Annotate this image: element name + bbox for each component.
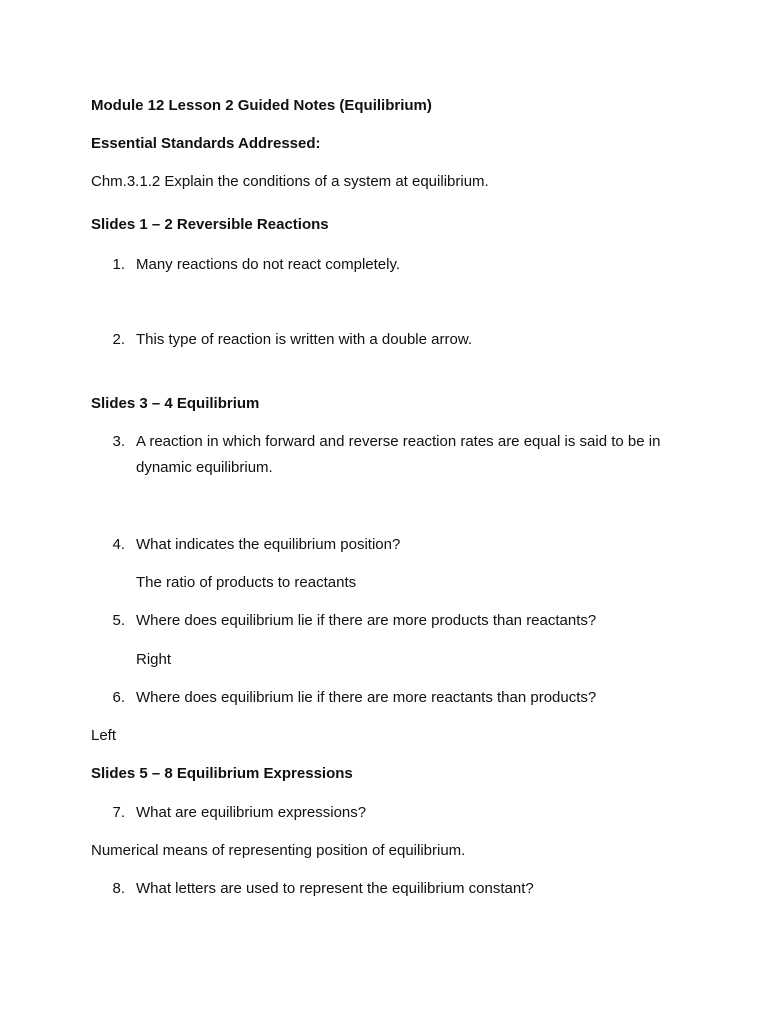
item-number-2: 2. xyxy=(112,331,125,348)
item-text-4: What indicates the equilibrium position? xyxy=(136,536,401,553)
item-text-1: Many reactions do not react completely. xyxy=(136,256,401,273)
document-title: Module 12 Lesson 2 Guided Notes (Equilibrium) xyxy=(91,97,432,114)
item-number-4: 4. xyxy=(112,536,125,553)
item-number-8: 8. xyxy=(112,880,125,897)
answer-4: The ratio of products to reactants xyxy=(136,574,357,591)
item-text-3: A reaction in which forward and reverse reaction rates are equal is said to be in dynamic equilibrium. xyxy=(136,433,661,476)
item-number-6: 6. xyxy=(112,689,125,706)
section-heading-equilibrium: Slides 3 – 4 Equilibrium xyxy=(91,395,260,412)
item-number-1: 1. xyxy=(112,256,125,273)
standard-text: Chm.3.1.2 Explain the conditions of a system at equilibrium. xyxy=(91,173,489,190)
item-text-8: What letters are used to represent the equilibrium constant? xyxy=(136,880,534,897)
item-text-6: Where does equilibrium lie if there are more reactants than products? xyxy=(136,689,597,706)
section-heading-equilibrium-expressions: Slides 5 – 8 Equilibrium Expressions xyxy=(91,765,353,782)
answer-5: Right xyxy=(136,651,172,668)
item-number-5: 5. xyxy=(112,612,125,629)
item-text-7: What are equilibrium expressions? xyxy=(136,804,367,821)
item-number-3: 3. xyxy=(112,433,125,450)
standards-heading: Essential Standards Addressed: xyxy=(91,135,321,152)
answer-6: Left xyxy=(91,727,117,744)
item-text-2: This type of reaction is written with a double arrow. xyxy=(136,331,472,348)
section-heading-reversible-reactions: Slides 1 – 2 Reversible Reactions xyxy=(91,216,329,233)
item-text-5: Where does equilibrium lie if there are more products than reactants? xyxy=(136,612,597,629)
item-number-7: 7. xyxy=(112,804,125,821)
answer-7: Numerical means of representing position of equilibrium. xyxy=(91,842,466,859)
